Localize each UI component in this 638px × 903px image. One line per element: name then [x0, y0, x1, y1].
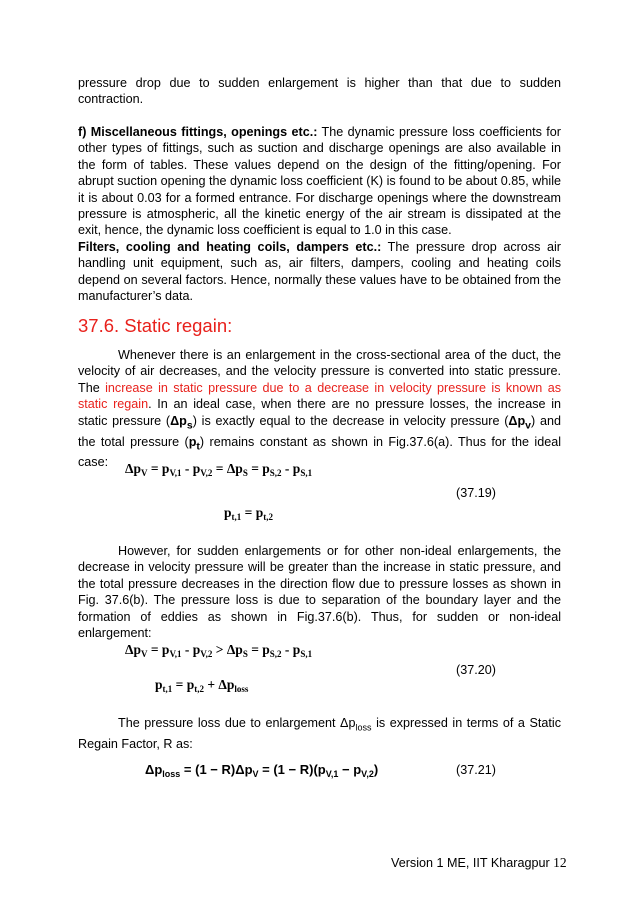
regain-text-4: ) and the total pressure ( — [78, 413, 561, 449]
paragraph-non-ideal: However, for sudden enlargements or for other non-ideal enlargements, the decrease in velocity pressure will be greater than the increase in static pressure, and the total pressure decreases in the direction flow due to pressure losses as shown in Fig. 37.6(b). The pressure loss is due to separation of the boundary layer and the formation of eddies as shown in Fig.37.6(b). Thus, for sudden or non-ideal enlargement: — [78, 544, 561, 641]
equation-37-20-line1: $\Delta p_V = p_{V,1} - p_{V,2} > \Delta p_S = p_{S,2} - p_{S,1}$ — [125, 642, 313, 659]
regain-text-2: . In an ideal case, when there are no pressure losses, the increase in static pressure ( — [78, 397, 561, 428]
static-regain-definition: increase in static pressure due to a decrease in velocity pressure is known as static regain — [78, 380, 562, 412]
paragraph-filters — [78, 239, 561, 305]
equation-number-37-21: (37.21) — [456, 763, 496, 777]
filters-body: The pressure drop across air handling unit equipment, such as, air filters, dampers, cooling and heating coils depend on several factors. Hence, normally these values have to be obtained from the manufacturer’s data. — [78, 240, 561, 304]
equation-number-37-19: (37.19) — [456, 486, 496, 500]
equation-37-19-line1: $\Delta p_V = p_{V,1} - p_{V,2} = \Delta p_S = p_{S,2} - p_{S,1}$ — [125, 461, 313, 478]
symbol-dpv: $\Delta p_v$ — [508, 413, 532, 432]
symbol-pt: $p_t$ — [188, 434, 200, 453]
misc-body: The dynamic pressure loss coefficients for other types of fittings, such as suction and discharge openings are also available in the form of tables. These values depend on the design of the fitting/opening. For abrupt suction opening the dynamic loss coefficient (K) is found to be about 0.85, while it is about 0.03 for a formed entrance. For discharge openings where the downstream pressure is atmospheric, all the kinetic energy of the air stream is dissipated at the exit, hence, the dynamic loss coefficient is equal to 1.0 in this case. — [78, 125, 561, 238]
equation-37-19-line2: $p_{t,1} = p_{t,2}$ — [224, 505, 273, 522]
equation-37-21: $\Delta p_{loss} = (1 - R)\Delta p_V = (1 - R)(p_{V,1} - p_{V,2})$ — [145, 762, 379, 779]
regain-factor-text-2: is expressed in terms of a Static Regain Factor, R as: — [78, 716, 562, 751]
regain-text-1: Whenever there is an enlargement in the cross-sectional area of the duct, the velocity of air decreases, and the velocity pressure is converted into static pressure. The — [78, 348, 561, 395]
equation-number-37-20: (37.20) — [456, 663, 496, 677]
filters-heading: Filters, cooling and heating coils, dampers etc.: — [78, 240, 382, 254]
paragraph-misc-fittings — [78, 124, 561, 239]
regain-text-5: ) remains constant as shown in Fig.37.6(a). Thus for the ideal case: — [78, 434, 562, 470]
footer-text: Version 1 ME, IIT Kharagpur — [391, 856, 554, 870]
paragraph-regain-factor — [78, 715, 561, 752]
equation-37-20-line2: $p_{t,1} = p_{t,2} + \Delta p_{loss}$ — [155, 677, 249, 694]
loss-subscript: loss — [355, 722, 372, 733]
regain-factor-text-1: The pressure loss due to enlargement Δp — [118, 716, 356, 730]
symbol-dps: $\Delta p_s$ — [170, 413, 193, 432]
page-number: 12 — [553, 855, 567, 870]
page-footer — [391, 855, 567, 871]
regain-text-3: ) is exactly equal to the decrease in velocity pressure ( — [192, 413, 509, 428]
paragraph-contraction: pressure drop due to sudden enlargement is higher than that due to sudden contraction. — [78, 76, 561, 107]
section-title: 37.6. Static regain: — [78, 315, 233, 336]
paragraph-static-regain — [78, 347, 561, 471]
misc-heading: f) Miscellaneous fittings, openings etc.: — [78, 125, 318, 139]
